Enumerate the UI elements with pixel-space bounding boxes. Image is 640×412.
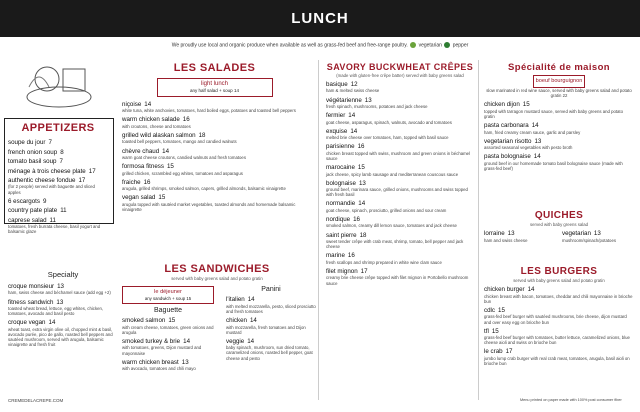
item-desc: creamy brie cheese crêpe topped with filet mignon in Portobello mushroom sauce [326,275,469,286]
item-desc: chicken breast with bacon, tomatoes, cheddar and chili mayonnaise in brioche bun [484,293,633,304]
vegetarian-icon [410,42,416,48]
menu-item [122,148,307,161]
item-desc: arugula, grilled shrimps, smoked salmon, capers, grilled almonds, balsamic vinaigrette [122,186,286,192]
menu-item [484,286,634,304]
item-name: vegetarian [562,230,591,238]
item-name: parisienne [326,143,355,151]
menu-item [122,338,214,356]
item-desc: grilled chicken, scrambled egg whites, tomatoes and asparagus [122,170,243,176]
vegetarian-label: vegetarian [418,42,442,49]
menu-item [326,180,474,198]
item-name: caprese salad [8,216,47,224]
dejeuner-box [122,286,214,304]
menu-item [562,230,634,246]
item-desc: smoked salmon, creamy dill lemon sauce, tomatoes and jack cheese [326,223,457,229]
appetizers-section [8,122,108,237]
menu-item [8,283,118,296]
dejeuner-price: 15 [186,295,192,301]
item-name: chicken dijon [484,101,520,109]
item-name: tomato basil soup [8,158,57,166]
item-desc: toasted bell peppers, tomatoes, mango and candied walnuts [122,139,237,145]
item-price: 8 [60,148,64,156]
item-name: bolognaise [326,179,356,187]
menu-item [122,194,307,212]
burgers-sub: served with baby greens salad and potato gratin [513,278,605,283]
item-name: fraiche [122,178,141,186]
item-price: 18 [198,131,206,139]
appetizers-column [4,57,114,117]
menu-item [122,132,307,145]
item-price: 14 [162,147,170,155]
menu-item [8,139,108,146]
menu-item [484,230,556,246]
item-price: 15 [491,327,499,335]
item-desc: toasted wheat bread, lettuce, egg whites, chicken, tomatoes, avocado and basil pesto [8,306,104,317]
item-name: croque vegan [8,319,46,327]
item-price: 17 [88,167,96,175]
item-name: 6 escargots [8,197,40,205]
item-desc: with croutons, cheese and tomatoes [122,123,191,129]
light-lunch-price: 14 [233,88,239,94]
item-name: vegetarian risotto [484,137,532,145]
burgers-list [484,286,634,366]
sandwiches-section [122,263,312,284]
item-price: 13 [181,358,189,366]
item-price: 15 [498,306,505,314]
item-price: 17 [78,176,86,184]
item-price: 16 [353,216,360,224]
item-price: 15 [522,101,530,109]
salades-title: LES SALADES [173,62,256,74]
boeuf-box [533,75,586,88]
item-name: fitness sandwich [8,298,54,306]
item-name: french onion soup [8,148,58,156]
menu-item [326,112,474,125]
item-desc: with cream cheese, tomatoes, green onions and arugula [122,324,214,335]
item-desc: arugula topped with sautéed market vegetables, toasted almonds and homemade balsamic vinaigrette [122,201,296,212]
item-price: 16 [143,178,151,186]
item-name: croque monsieur [8,283,55,290]
menu-item [8,207,108,214]
item-price: 11 [49,216,56,224]
item-name: niçoise [122,100,142,108]
item-price: 14 [144,100,152,108]
item-desc: jack cheese, spicy lamb sausage and mediterranean couscous sauce [326,171,459,177]
salades-list [122,101,307,212]
item-price: 17 [360,267,368,275]
menu-item [484,153,634,171]
menu-item [484,348,634,366]
item-name: pasta bolognaise [484,153,531,161]
header-bar [0,0,640,37]
maison-section [484,62,634,174]
panini-section [226,286,316,364]
baguette-list [122,317,214,371]
item-desc: melted brie cheese over tomatoes, ham, topped with basil sauce [326,135,449,141]
crepes-list [326,81,474,286]
divider-left [318,60,319,400]
item-price: 9 [43,197,47,205]
item-desc: fresh scallops and shrimp prepared in white wine clam sauce [326,259,442,265]
item-price: 14 [183,338,191,345]
item-name: smoked turkey & brie [122,338,181,345]
menu-item [326,143,474,161]
baguette-section [122,286,214,374]
item-price: 7 [48,139,52,147]
item-desc: tomatoes, fresh burrata cheese, basil yogurt and balsamic glaze [8,224,101,235]
menu-item [326,268,474,286]
sandwiches-sub: served with baby greens salad and potato gratin [171,276,263,282]
item-desc: ham & melted swiss cheese [326,88,380,94]
item-name: exquise [326,127,348,135]
item-name: soupe du jour [8,139,46,147]
baguette-title: Baguette [153,306,183,314]
intro-sentence: We proudly use local and organic produce when available as well as grass-fed beef and free-range poultry. [171,42,408,49]
menu-item [8,299,118,317]
specialty-list [8,283,118,347]
salades-section [122,62,307,215]
menu-item [8,168,108,175]
crepes-sub: (made with gluten-free crêpe batter) served with baby greens salad [336,72,464,78]
menu-item [484,328,634,346]
maison-list [484,101,634,171]
item-name: veggie [226,337,245,345]
boeuf-desc: slow marinated in red wine sauce, served with baby greens salad and potato gratin [486,88,632,99]
sandwiches-title: LES SANDWICHES [164,263,270,275]
page-title: LUNCH [291,10,349,27]
item-price: 13 [56,298,64,306]
item-desc: ham and swiss cheese [484,237,528,243]
footer-note: Menu printed on paper made with 100% post consumer fiber [520,398,622,402]
item-desc: ground beef in our homemade tomato basil bolognaise sauce (made with grass-fed beef) [484,160,623,171]
menu-item [326,128,474,141]
item-price: 14 [358,200,366,208]
item-name: lorraine [484,230,505,238]
menu-item [226,338,316,361]
menu-item [484,122,634,135]
item-desc: goat cheese, asparagus, spinach, walnuts, avocado and tomatoes [326,119,452,125]
item-desc: with tomatoes, greens, Dijon mustard and mayonnaise [122,345,202,356]
item-name: authentic cheese fondue [8,176,76,184]
item-price: 13 [358,179,366,187]
light-lunch-label: light lunch [200,81,229,88]
menu-item [8,217,108,235]
menu-item [8,149,108,156]
item-price: 14 [533,153,541,161]
item-name: pasta carbonara [484,122,529,130]
item-desc: white tuna, white anchovies, tomatoes, hard boiled eggs, potatoes and toasted bell peppers [122,108,296,114]
item-desc: warm goat cheese croutons, candied walnuts and fresh tomatoes [122,154,246,160]
item-price: 13 [593,230,601,238]
item-price: 18 [359,231,367,239]
item-desc: topped with tarragon mustard sauce, served with baby greens and potato gratin [484,108,624,119]
item-name: le crab [484,348,503,356]
crepes-title: SAVORY BUCKWHEAT CRÊPES [326,62,474,72]
item-price: 14 [249,317,257,325]
menu-item [484,138,634,151]
menu-item [326,200,474,213]
item-price: 14 [348,112,356,120]
item-name: végétarienne [326,96,362,104]
item-name: ménage à trois cheese plate [8,167,86,175]
boeuf-label: boeuf bourguignon [535,78,583,85]
item-name: marocaine [326,164,355,172]
item-name: chicken burger [484,286,525,294]
item-price: 15 [168,317,176,325]
item-price: 14 [48,319,56,327]
item-desc: ham, swiss cheese and béchamel sauce (add egg +2) [8,290,111,296]
dejeuner-sub: any sandwich + soup [144,295,186,301]
pepper-icon [444,42,450,48]
specialty-section [8,270,118,350]
item-price: 15 [166,163,174,171]
boeuf-price: 22 [562,93,568,99]
appetizers-title: APPETIZERS [21,122,95,134]
item-price: 16 [357,143,365,151]
item-price: 14 [527,286,535,294]
menu-item [8,158,108,165]
item-desc: assorted seasonal vegetables with pesto broth [484,145,573,151]
item-name: basique [326,80,348,88]
menu-item [8,177,108,195]
quiches-title: QUICHES [534,210,584,221]
item-price: 14 [531,122,539,130]
item-desc: wheat toast, extra virgin olive oil, chopped mint & basil, avocado purée, pico de gallo, roasted bell peppers and sautéed mushroom, served with arugula, balsamic vinaigrette and fresh fruit [8,326,113,348]
maison-title: Spécialité de maison [508,62,610,73]
menu-item [326,81,474,94]
menu-item [226,317,316,335]
item-desc: grass-fed beef burger with tomatoes, butter lettuce, caramelized onions, blue cheese aioli and swiss on brioche bun [484,335,630,346]
item-desc: ground beef, marinara sauce, grilled onions, mushrooms and swiss topped with fresh basil [326,187,468,198]
menu-item [326,216,474,229]
item-desc: baby spinach, mushroom, sun dried tomato, caramelized onions, roasted bell pepper, goat cheese and pesto [226,345,313,361]
menu-item [226,296,316,314]
item-name: formosa fitness [122,163,164,171]
panini-list [226,296,316,360]
item-price: 15 [357,164,365,172]
divider-right [478,60,479,400]
item-name: chèvre chaud [122,147,160,155]
item-price: 13 [507,230,515,238]
boeuf-block [484,75,634,98]
menu-item [326,164,474,177]
item-name: smoked salmon [122,317,166,325]
item-name: fermier [326,112,346,120]
menu-item [484,101,634,119]
burgers-section [484,266,634,369]
item-name: chicken [226,317,247,325]
quiches-section [484,210,634,246]
item-price: 17 [505,348,513,356]
menu-item [326,232,474,250]
item-name: marine [326,252,345,260]
item-name: filet mignon [326,267,358,275]
specialty-title: Specialty [47,270,79,279]
footer-website[interactable]: CREMEDELACREPE.COM [8,398,64,403]
item-desc: goat cheese, spinach, prosciutto, grilled onions and sour cream [326,207,447,213]
menu-item [122,163,307,176]
burgers-title: LES BURGERS [520,266,598,277]
item-name: saint pierre [326,231,357,239]
item-price: 13 [364,96,372,104]
menu-item [484,307,634,325]
menu-item [122,359,214,372]
light-lunch-box [157,78,273,97]
intro-text [0,42,640,48]
light-lunch-sub: any half salad + soup [190,88,233,94]
menu-item [122,116,307,129]
item-name: vegan salad [122,194,156,202]
item-price: 14 [247,337,255,345]
item-desc: grass-fed beef burger with sautéed mushrooms, brie cheese, dijon mustard and over easy egg on brioche bun [484,314,627,325]
item-desc: with mozzarella, fresh tomatoes and Dijon mustard [226,324,306,335]
menu-item [8,198,108,205]
item-price: 14 [350,127,358,135]
item-desc: chicken breast topped with swiss, mushroom and green onions in béchamel sauce [326,150,471,161]
item-desc: with melted mozzarella, pesto, sliced prosciutto and fresh tomatoes [226,303,316,314]
item-name: warm chicken salade [122,116,180,124]
item-desc: jumbo lump crab burger with real crab meat, tomatoes, arugula, basil aioli on brioche bun [484,355,630,366]
item-desc: fresh spinach, mushrooms, potatoes and jack cheese [326,103,428,109]
quiches-list [484,230,634,246]
item-price: 12 [350,80,358,88]
menu-item [326,97,474,110]
item-desc: sweet tender crêpe with crab meat, shrimp, tomato, bell pepper and jack cheese [326,239,464,250]
menu-item [8,319,118,347]
item-desc: mushroom/spinach/potatoes [562,237,616,243]
item-price: 13 [57,283,64,290]
item-price: 13 [534,137,542,145]
item-price: 16 [182,116,190,124]
item-name: tfl [484,327,489,335]
item-name: l'italien [226,296,245,304]
menu-item [122,179,307,192]
item-name: grilled wild alaskan salmon [122,131,196,139]
item-price: 11 [60,207,67,215]
item-name: nordique [326,216,351,224]
item-price: 16 [347,252,355,260]
item-name: country pate plate [8,207,58,215]
item-price: 15 [158,194,166,202]
panini-title: Panini [261,286,281,293]
item-desc: ham, fried creamy cream sauce, garlic and parsley [484,129,581,135]
pepper-label: pepper [452,42,469,49]
item-name: cdlc [484,306,496,314]
item-desc: with avocado, tomatoes and chili mayo [122,366,196,372]
dejeuner-label: le déjeuner [154,289,182,295]
quiches-sub: served with baby greens salad [529,222,589,227]
crepes-section [326,62,474,289]
menu-item [122,101,307,114]
item-price: 14 [247,296,255,304]
item-name: warm chicken breast [122,358,179,366]
menu-item [326,252,474,265]
item-price: 7 [59,158,63,166]
food-illustration [19,57,99,115]
appetizers-list [8,139,108,234]
item-desc: (for 2 people) served with baguette and sliced apples [8,184,95,195]
menu-item [122,317,214,335]
item-name: normandie [326,200,356,208]
